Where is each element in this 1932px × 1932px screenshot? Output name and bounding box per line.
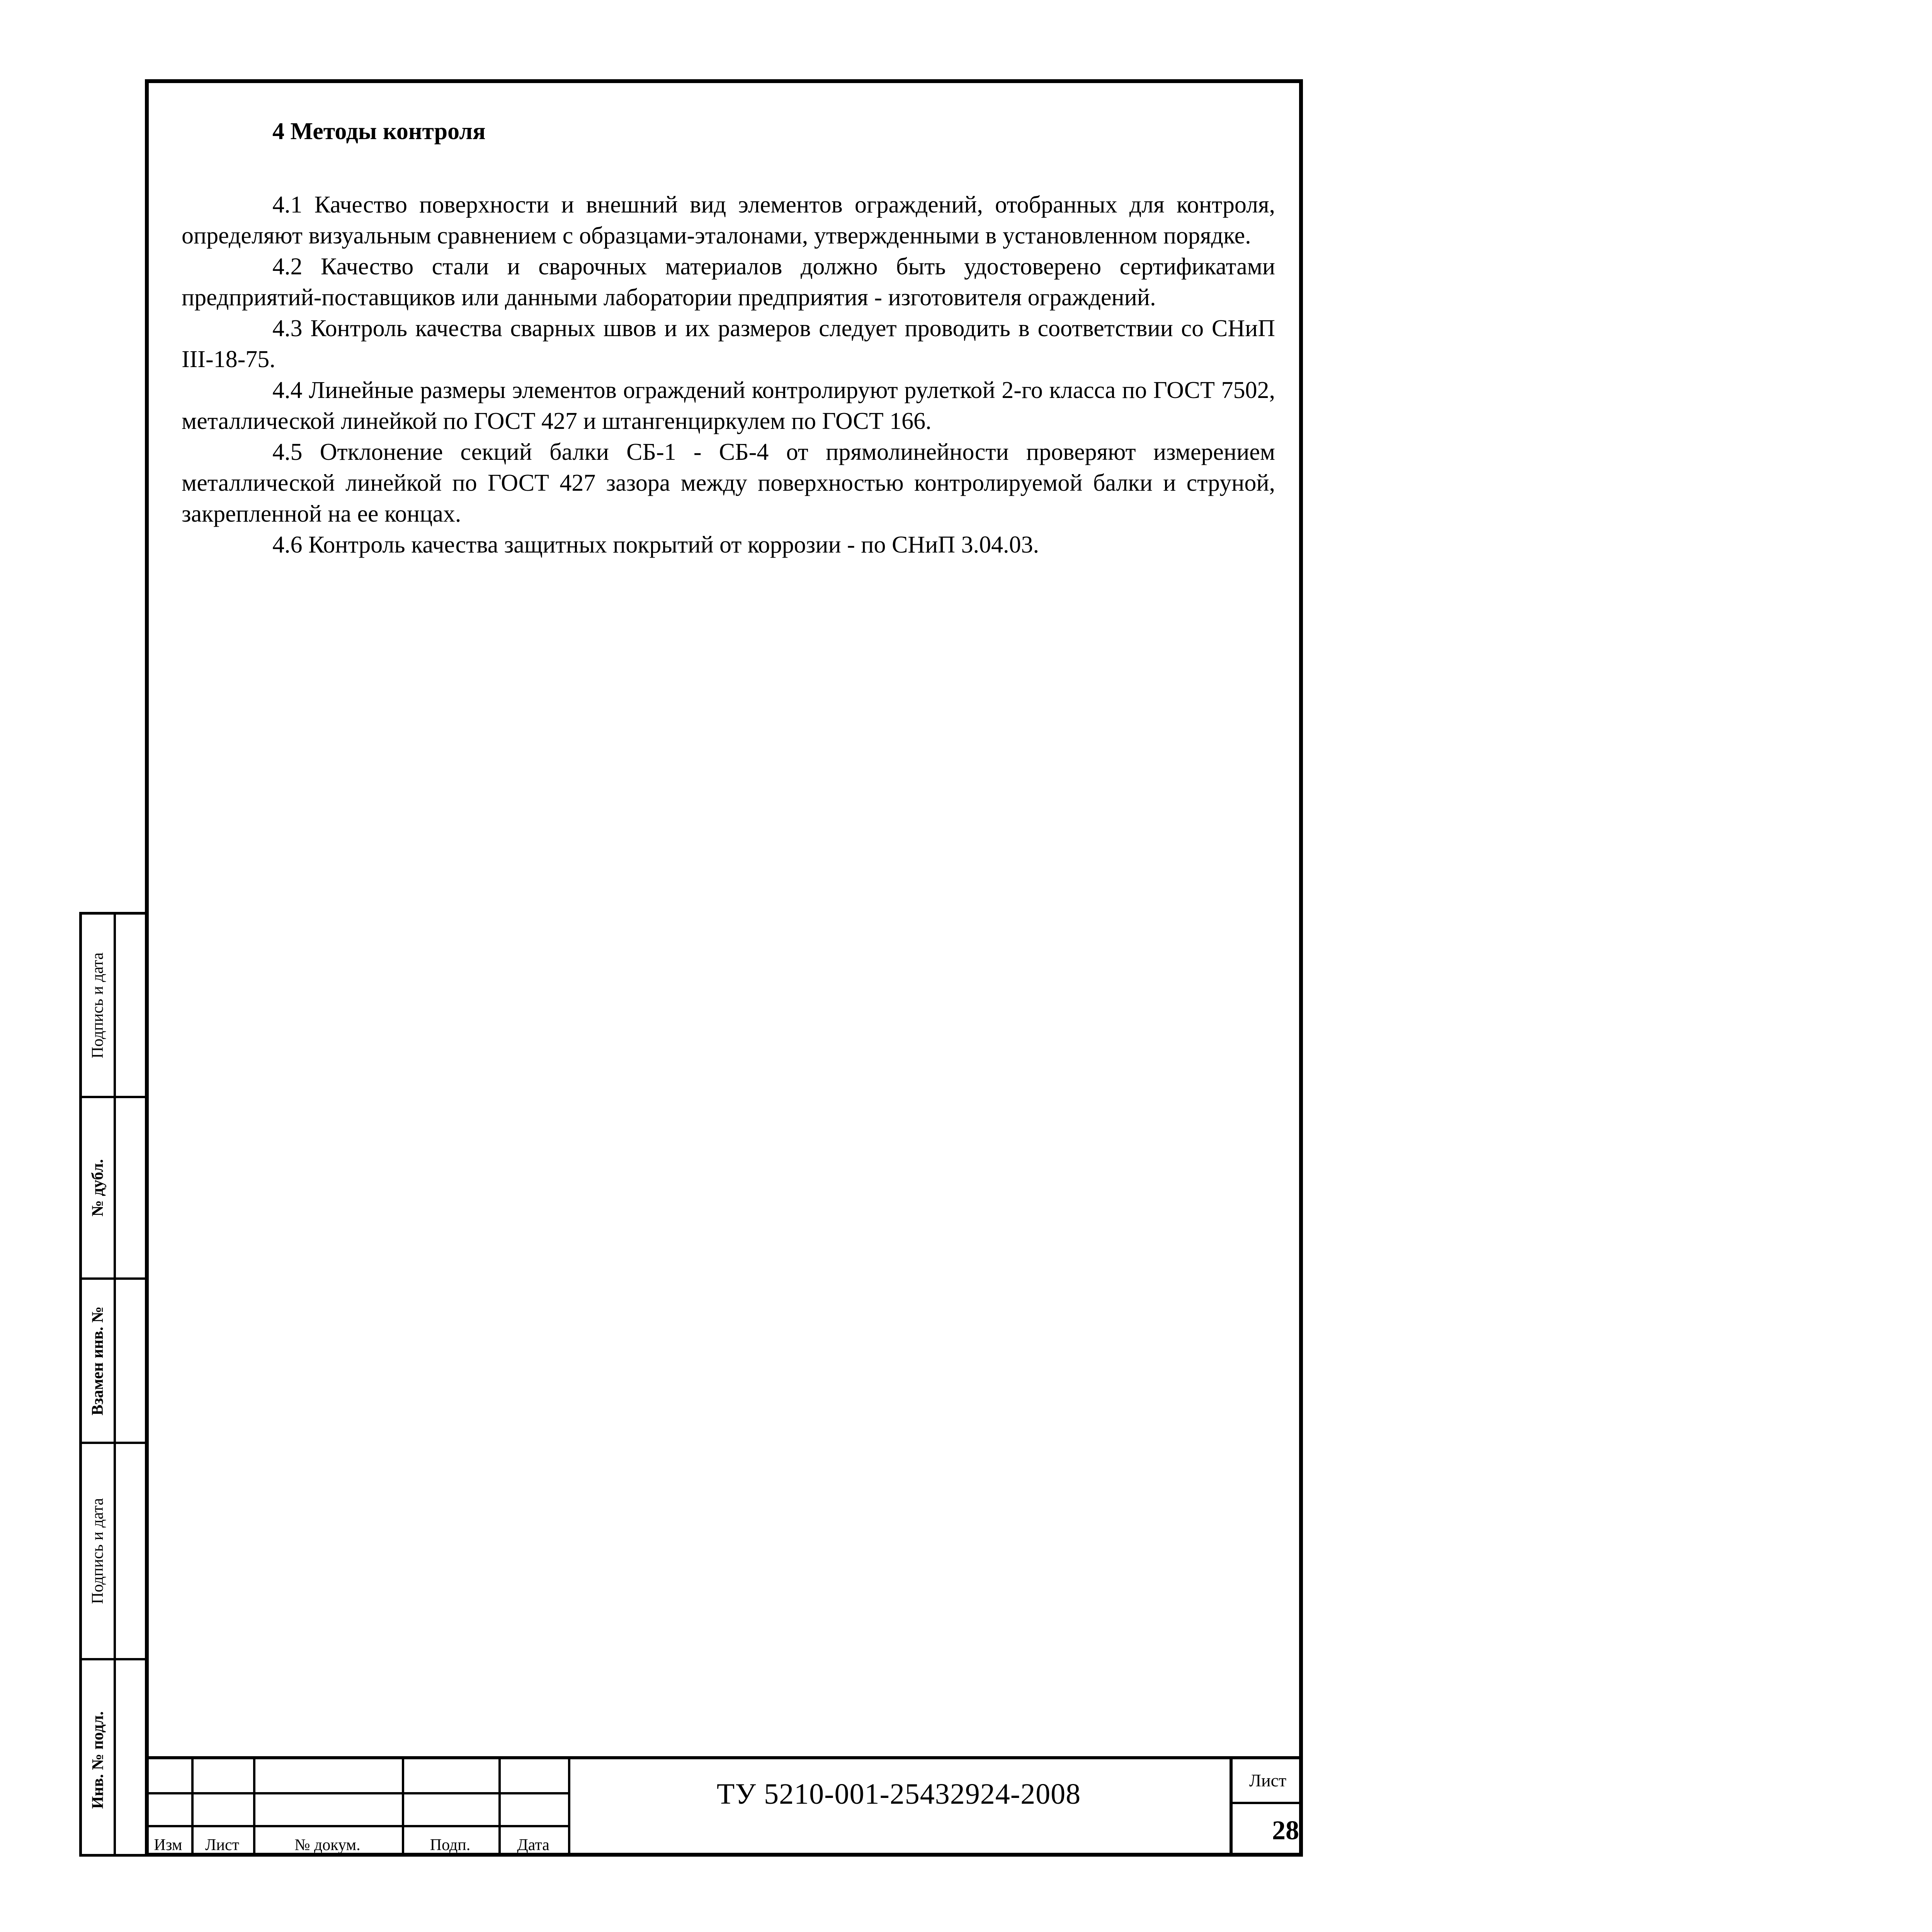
- title-block: [145, 1756, 1303, 1857]
- side-cell-original-inventory: [82, 1660, 149, 1859]
- paragraph: 4.2 Качество стали и сварочных материалов должно быть удостоверено сертификатами предприятий-поставщиков или данными лаборатории предприятия - изготовителя ограждений.: [182, 253, 1275, 311]
- paragraph: 4.6 Контроль качества защитных покрытий от коррозии - по СНиП 3.04.03.: [272, 532, 1039, 558]
- side-label: № дубл.: [89, 1159, 107, 1217]
- column-label-signature: Подп.: [430, 1836, 471, 1854]
- sheet-box: [1230, 1759, 1303, 1857]
- column-label-document-number: № докум.: [294, 1836, 361, 1854]
- paragraph: 4.5 Отклонение секций балки СБ-1 - СБ-4 от прямолинейности проверяют измерением металлической линейкой по ГОСТ 427 зазора между поверхностью контролируемой балки и струной, закрепленной на ее концах.: [182, 439, 1275, 527]
- column-label-sheet: Лист: [205, 1836, 239, 1854]
- sheet-number: 28: [1272, 1816, 1299, 1845]
- document-body: [182, 116, 1275, 560]
- column-label-change: Изм: [154, 1836, 182, 1854]
- side-stamp-strip: [79, 912, 149, 1857]
- document-code: ТУ 5210-001-25432924-2008: [716, 1777, 1081, 1810]
- sheet-label: Лист: [1249, 1770, 1287, 1790]
- column-label-date: Дата: [517, 1836, 549, 1854]
- side-cell-replacement-inventory: [82, 1280, 149, 1444]
- side-cell-signature-date-bottom: [82, 1444, 149, 1660]
- paragraph: 4.4 Линейные размеры элементов ограждений контролируют рулеткой 2-го класса по ГОСТ 7502, металлической линейкой по ГОСТ 427 и штангенциркулем по ГОСТ 166.: [182, 377, 1275, 434]
- side-cell-signature-date-top: [82, 915, 149, 1098]
- side-label: Подпись и дата: [89, 952, 107, 1058]
- paragraph: 4.1 Качество поверхности и внешний вид элементов ограждений, отобранных для контроля, определяют визуальным сравнением с образцами-эталонами, утвержденными в установленном порядке.: [182, 192, 1275, 249]
- side-cell-duplicate-number: [82, 1098, 149, 1280]
- paragraph: 4.3 Контроль качества сварных швов и их размеров следует проводить в соответствии со СНиП III-18-75.: [182, 315, 1275, 372]
- title-block-grid: [145, 1759, 568, 1857]
- side-label: Взамен инв. №: [89, 1306, 107, 1415]
- side-label: Инв. № подл.: [89, 1711, 107, 1809]
- side-label: Подпись и дата: [89, 1498, 107, 1604]
- section-heading: 4 Методы контроля: [272, 118, 486, 145]
